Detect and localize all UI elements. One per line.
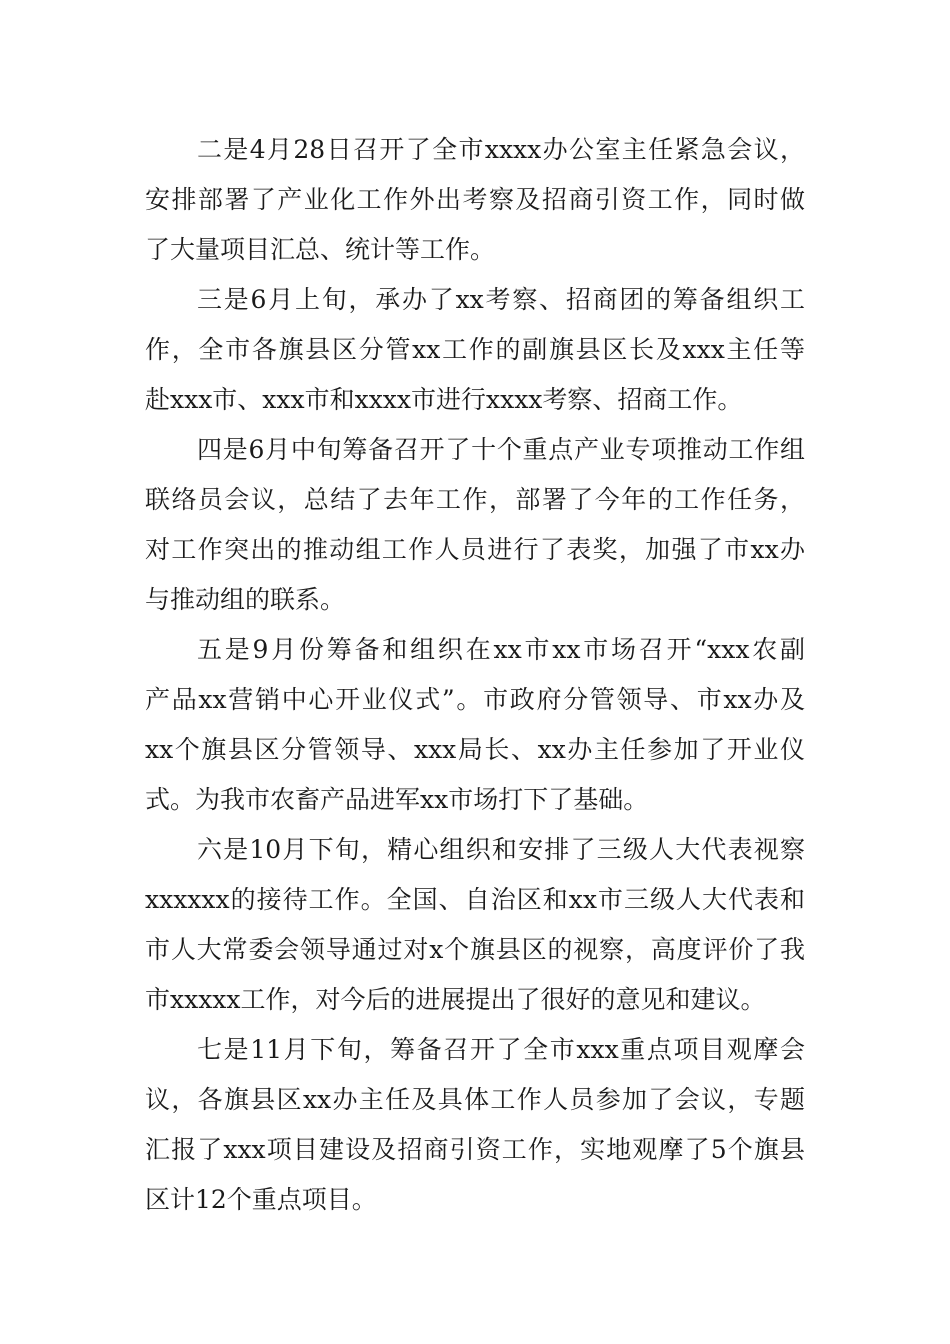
text-line: 区计12个重点项目。: [145, 1185, 377, 1214]
text-line: 七是11月下旬，筹备召开了全市xxx重点项目观摩会: [197, 1035, 805, 1064]
text-line: 作，全市各旗县区分管xx工作的副旗县区长及xxx主任等: [145, 335, 805, 364]
paragraph-item-6: [145, 825, 805, 1025]
text-line: 联络员会议，总结了去年工作，部署了今年的工作任务，: [145, 485, 805, 514]
text-line: 了大量项目汇总、统计等工作。: [145, 235, 496, 264]
document-body: [145, 125, 805, 1225]
text-line: 市xxxxx工作，对今后的进展提出了很好的意见和建议。: [145, 985, 766, 1014]
text-line: 二是4月28日召开了全市xxxx办公室主任紧急会议，: [197, 135, 805, 164]
paragraph-item-4: [145, 425, 805, 625]
text-line: 产品xx营销中心开业仪式”。市政府分管领导、市xx办及: [145, 685, 805, 714]
text-line: 与推动组的联系。: [145, 585, 346, 614]
paragraph-item-7: [145, 1025, 805, 1225]
text-line: xxxxxx的接待工作。全国、自治区和xx市三级人大代表和: [145, 885, 805, 914]
text-line: 赴xxx市、xxx市和xxxx市进行xxxx考察、招商工作。: [145, 385, 743, 414]
paragraph-item-3: [145, 275, 805, 425]
text-line: 市人大常委会领导通过对x个旗县区的视察，高度评价了我: [145, 935, 805, 964]
text-line: xx个旗县区分管领导、xxx局长、xx办主任参加了开业仪: [145, 735, 805, 764]
text-line: 三是6月上旬，承办了xx考察、招商团的筹备组织工: [197, 285, 805, 314]
text-line: 议，各旗县区xx办主任及具体工作人员参加了会议，专题: [145, 1085, 805, 1114]
text-line: 汇报了xxx项目建设及招商引资工作，实地观摩了5个旗县: [145, 1135, 805, 1164]
paragraph-item-2: [145, 125, 805, 275]
paragraph-item-5: [145, 625, 805, 825]
text-line: 五是9月份筹备和组织在xx市xx市场召开“xxx农副: [197, 635, 805, 664]
text-line: 对工作突出的推动组工作人员进行了表奖，加强了市xx办: [145, 535, 805, 564]
text-line: 四是6月中旬筹备召开了十个重点产业专项推动工作组: [197, 435, 805, 464]
text-line: 六是10月下旬，精心组织和安排了三级人大代表视察: [197, 835, 805, 864]
text-line: 安排部署了产业化工作外出考察及招商引资工作，同时做: [145, 185, 805, 214]
text-line: 式。为我市农畜产品进军xx市场打下了基础。: [145, 785, 649, 814]
